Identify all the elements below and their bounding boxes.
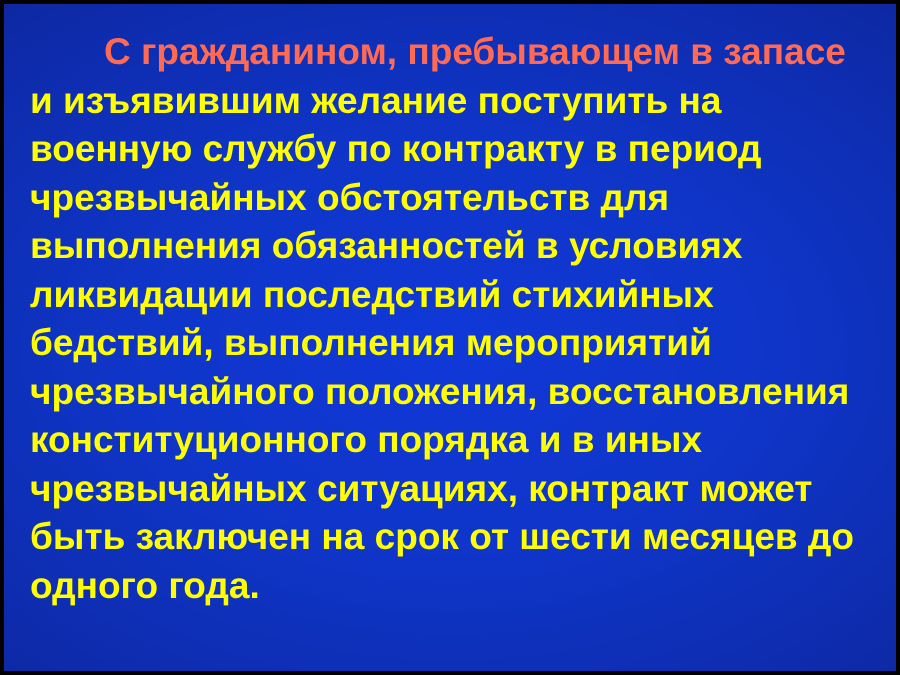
paragraph-rest-text: и изъявившим желание поступить на военную службу по контракту в период чрезвычайных обстоятельств для выполнения обязанностей в условиях ликвидации последствий стихийных бедствий, выполнения мероприятий чрезвычайного положения, восстановления конституционного порядка и в иных чрезвычайных ситуациях, контракт может быть заключен на срок от шести месяцев до одного года. bbox=[30, 79, 855, 606]
highlighted-lead-text: С гражданином, пребывающем в запасе bbox=[104, 31, 846, 72]
slide-body-text bbox=[30, 28, 870, 610]
slide-paragraph bbox=[30, 28, 870, 610]
